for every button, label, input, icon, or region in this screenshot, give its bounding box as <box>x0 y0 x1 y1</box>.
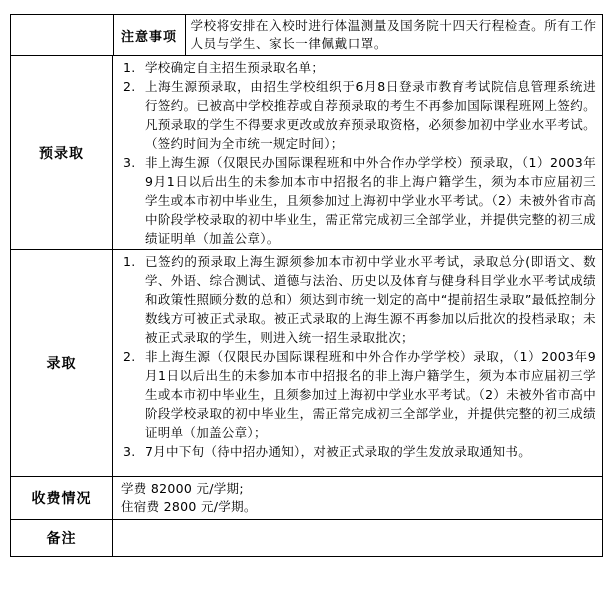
admission-item: 3. 7月中下旬（待中招办通知），对被正式录取的学生发放录取通知书。 <box>123 444 532 459</box>
admission-row <box>11 250 603 477</box>
pre-admission-item: 2. 上海生源预录取，由招生学校组织于6月8日登录市教育考试院信息管理系统进行签约。已被高中学校推荐或自荐预录取的考生不再参加国际课程班网上签约。凡预录取的学生不得要求更改或放弃预录取资格，必须参加初中学业水平考试。（签约时间为全市统一规定时间）； <box>123 79 596 151</box>
notice-text: 学校将安排在入校时进行体温测量及国务院十四天行程检查。所有工作人员与学生、家长一律佩戴口罩。 <box>185 15 602 55</box>
remarks-content <box>113 520 603 557</box>
fees-label: 收费情况 <box>11 477 113 520</box>
pre-admission-item: 3. 非上海生源（仅限民办国际课程班和中外合作办学学校）预录取，（1）2003年9月1日以后出生的未参加本市中招报名的非上海户籍学生，须为本市应届初三学生或本市初中毕业生，且须参加过上海初中学业水平考试。（2）未被外省市高中阶段学校录取的初中毕业生，需正常完成初三全部学业，并提供完整的初三成绩证明单（加盖公章）。 <box>123 155 596 246</box>
admission-label: 录取 <box>11 250 113 477</box>
admission-content <box>113 250 603 477</box>
remarks-row <box>11 520 603 557</box>
pre-admission-item: 1. 学校确定自主招生预录取名单； <box>123 60 325 75</box>
admission-info-table <box>10 14 603 557</box>
pre-admission-content <box>113 56 603 250</box>
tuition-fee: 学费 82000 元/学期; <box>121 481 244 496</box>
pre-admission-label: 预录取 <box>11 56 113 250</box>
notice-row <box>11 15 603 56</box>
admission-item: 1. 已签约的预录取上海生源须参加本市初中学业水平考试，录取总分(即语文、数学、外语、综合测试、道德与法治、历史以及体育与健身科目学业水平考试成绩和政策性照顾分数的总和）须达到市统一划定的高中“提前招生录取”最低控制分数线方可被正式录取。被正式录取的上海生源不再参加以后批次的投档录取；未被正式录取的学生，则进入统一招生录取批次； <box>123 254 596 345</box>
notice-label: 注意事项 <box>113 15 185 55</box>
notice-spacer <box>11 15 113 55</box>
remarks-label: 备注 <box>11 520 113 557</box>
fees-content <box>113 477 603 520</box>
pre-admission-row <box>11 56 603 250</box>
admission-item: 2. 非上海生源（仅限民办国际课程班和中外合作办学学校）录取，（1）2003年9月1日以后出生的未参加本市中招报名的非上海户籍学生，须为本市应届初三学生或本市初中毕业生，且须参加过上海初中学业水平考试。（2）未被外省市高中阶段学校录取的初中毕业生，需正常完成初三全部学业，并提供完整的初三成绩证明单（加盖公章）； <box>123 349 596 440</box>
boarding-fee: 住宿费 2800 元/学期。 <box>121 499 257 514</box>
fees-row <box>11 477 603 520</box>
